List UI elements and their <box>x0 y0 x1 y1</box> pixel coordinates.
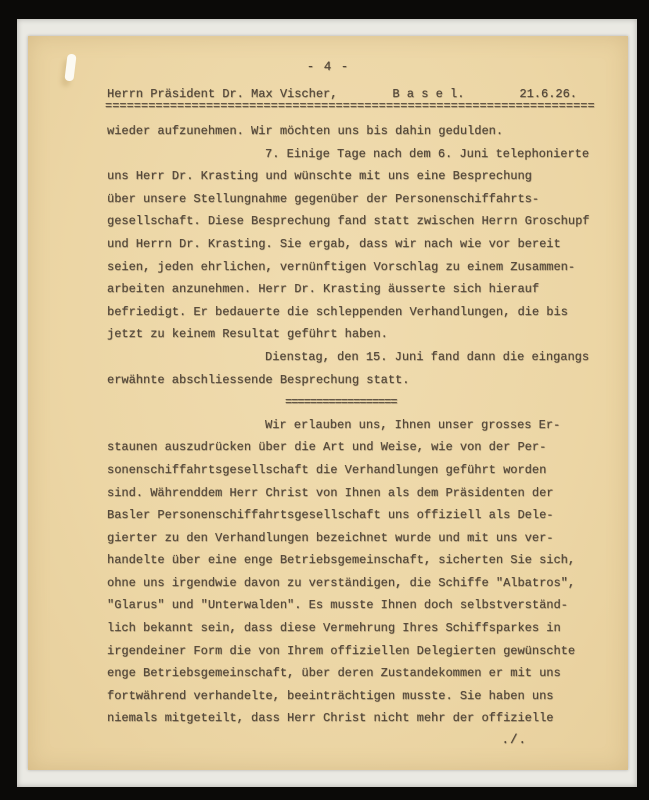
text-line: lich bekannt sein, dass diese Vermehrung Ihres Schiffsparkes in <box>107 621 561 636</box>
continuation-mark: ./. <box>501 733 527 747</box>
text-line: sonenschiffahrtsgesellschaft die Verhandlungen geführt worden <box>107 462 547 477</box>
text-line: enge Betriebsgemeinschaft, über deren Zustandekommen er mit uns <box>107 666 561 681</box>
text-line: über unsere Stellungnahme gegenüber der Personenschiffahrts- <box>107 191 540 206</box>
text-line: gesellschaft. Diese Besprechung fand statt zwischen Herrn Groschupf <box>107 214 590 229</box>
page-number: - 4 - <box>306 60 350 74</box>
text-line: "Glarus" und "Unterwalden". Es musste Ihnen doch selbstverständ- <box>107 598 568 613</box>
header-addressee: Herrn Präsident Dr. Max Vischer, <box>107 87 338 101</box>
letter-page <box>28 36 628 770</box>
header-place: B a s e l. <box>392 87 465 101</box>
section-separator: ================== <box>285 395 397 410</box>
text-line: Basler Personenschiffahrtsgesellschaft uns offiziell als Dele- <box>107 508 554 523</box>
text-line: ohne uns irgendwie davon zu verständigen, die Schiffe "Albatros", <box>107 575 576 590</box>
text-line: befriedigt. Er bedauerte die schleppenden Verhandlungen, die bis <box>107 304 568 319</box>
text-line: fortwährend verhandelte, beeinträchtigen musste. Sie haben uns <box>107 688 554 703</box>
text-line: 7. Einige Tage nach dem 6. Juni telephonierte <box>265 146 590 161</box>
text-line: erwähnte abschliessende Besprechung statt. <box>107 372 410 387</box>
text-line: jetzt zu keinem Resultat geführt haben. <box>107 327 388 342</box>
header-underline-rule: ==================================================================== <box>105 99 595 113</box>
text-line: handelte über eine enge Betriebsgemeinschaft, sicherten Sie sich, <box>107 553 576 568</box>
text-line: irgendeiner Form die von Ihrem offiziellen Delegierten gewünschte <box>107 643 576 658</box>
text-line: Dienstag, den 15. Juni fand dann die eingangs <box>265 349 590 364</box>
letter-body <box>107 120 607 730</box>
text-line: uns Herr Dr. Krasting und wünschte mit uns eine Besprechung <box>107 169 532 184</box>
text-line: seien, jeden ehrlichen, vernünftigen Vorschlag zu einem Zusammen- <box>107 259 576 274</box>
text-line: arbeiten anzunehmen. Herr Dr. Krasting äusserte sich hierauf <box>107 282 540 297</box>
header-date: 21.6.26. <box>519 87 577 101</box>
text-line: wieder aufzunehmen. Wir möchten uns bis dahin gedulden. <box>107 124 504 138</box>
text-line: staunen auszudrücken über die Art und Weise, wie von der Per- <box>107 440 547 455</box>
scan-mat <box>17 19 637 787</box>
text-line: sind. Währenddem Herr Christ von Ihnen als dem Präsidenten der <box>107 485 554 500</box>
text-line: und Herrn Dr. Krasting. Sie ergab, dass wir nach wie vor bereit <box>107 236 561 251</box>
text-line: gierter zu den Verhandlungen bezeichnet wurde und mit uns ver- <box>107 530 554 545</box>
text-line: Wir erlauben uns, Ihnen unser grosses Er- <box>265 417 561 432</box>
text-line: niemals mitgeteilt, dass Herr Christ nicht mehr der offizielle <box>107 711 554 726</box>
